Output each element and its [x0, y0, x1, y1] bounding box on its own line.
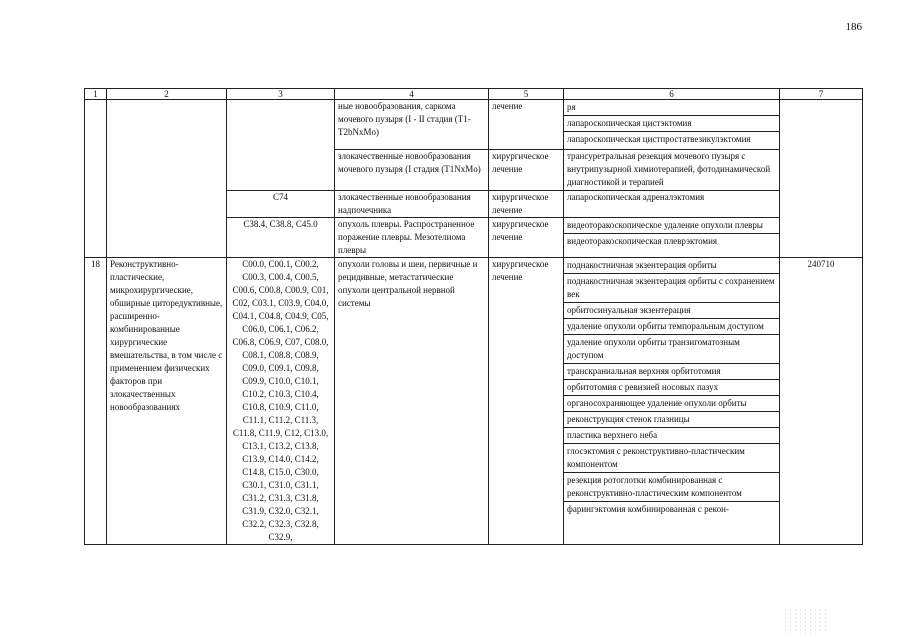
- column-header: 6: [564, 89, 780, 100]
- diagnosis-cell: опухоли головы и шеи, первичные и рецидивные, метастатические опухоли центральной нервной системы: [335, 258, 489, 545]
- treatment-cell: хирургическое лечение: [489, 149, 564, 190]
- methods-cell: [564, 218, 780, 258]
- column-header: 4: [335, 89, 489, 100]
- row-number-cell: [85, 100, 107, 258]
- methods-cell: трансуретральная резекция мочевого пузыря с внутрипузырной химиотерапией, фотодинамической диагностикой и терапией: [564, 149, 780, 190]
- procedures-table: [84, 88, 863, 545]
- method-item: ря: [567, 102, 576, 112]
- treatment-cell: хирургическое лечение: [489, 258, 564, 545]
- codes-cell: C38.4, C38.8, C45.0: [227, 218, 335, 258]
- method-item: видеоторакоскопическое удаление опухоли плевры: [567, 220, 763, 230]
- method-item: транскраниальная верхняя орбитотомия: [564, 363, 779, 379]
- treatment-cell: хирургическое лечение: [489, 218, 564, 258]
- page-number: 186: [845, 21, 862, 33]
- row-name-cell: Реконструктивно-пластические, микрохирургические, обширные циторедуктивные, расширенно-комбинированные хирургические вмешательства, в том числе с применением физических факторов при злокачественных новообразованиях: [107, 258, 227, 545]
- method-item: фарингэктомия комбинированная с рекон-: [564, 501, 779, 517]
- method-item: пластика верхнего неба: [564, 427, 779, 443]
- methods-cell: [564, 100, 780, 150]
- column-header: 7: [780, 89, 863, 100]
- method-item: лапароскопическая цистэктомия: [564, 115, 779, 131]
- column-header: 2: [107, 89, 227, 100]
- column-header-row: [85, 89, 863, 100]
- table-row: [85, 258, 863, 545]
- method-item: реконструкция стенок глазницы: [564, 411, 779, 427]
- column-header: 5: [489, 89, 564, 100]
- treatment-cell: хирургическое лечение: [489, 191, 564, 218]
- methods-cell: лапароскопическая адреналэктомия: [564, 191, 780, 218]
- method-item: орбитотомия с ревизией носовых пазух: [564, 379, 779, 395]
- methods-cell: [564, 258, 780, 545]
- price-cell: [780, 100, 863, 258]
- scan-noise: [783, 608, 829, 634]
- codes-cell: C00.0, C00.1, C00.2, C00.3, C00.4, C00.5, C00.6, C00.8, C00.9, C01, C02, C03.1, C03.9, C04.0, C04.1, C04.8, C04.9, C05, C06.0, C06.1, C06.2, C06.8, C06.9, C07, C08.0, C08.1, C08.8, C08.9, C09.0, C09.1, C09.8, C09.9, C10.0, C10.1, C10.2, C10.3, C10.4, C10.8, C10.9, C11.0, C11.1, C11.2, C11.3, C11.8, C11.9, C12, C13.0, C13.1, C13.2, C13.8, C13.9, C14.0, C14.2, C14.8, C15.0, C30.0, C30.1, C31.0, C31.1, C31.2, C31.3, C31.8, C31.9, C32.0, C32.1, C32.2, C32.3, C32.8, C32.9,: [227, 258, 335, 545]
- method-item: орбитосинуальная экзентерация: [564, 302, 779, 318]
- treatment-cell: лечение: [489, 100, 564, 150]
- method-item: органосохраняющее удаление опухоли орбиты: [564, 395, 779, 411]
- diagnosis-cell: ные новообразования, саркома мочевого пузыря (I - II стадия (T1-T2bNxMo): [335, 100, 489, 150]
- method-item: поднакостничная экзентерация орбиты с сохранением век: [564, 273, 779, 302]
- method-item: поднакостничная экзентерация орбиты: [567, 260, 717, 270]
- method-item: глосэктомия с реконструктивно-пластическим компонентом: [564, 443, 779, 472]
- method-item: видеоторакоскопическая плеврэктомия: [564, 233, 779, 249]
- price-cell: 240710: [780, 258, 863, 545]
- row-number-cell: 18: [85, 258, 107, 545]
- codes-cell: [227, 100, 335, 191]
- method-item: лапароскопическая цистпростатвезикулэктомия: [564, 131, 779, 147]
- diagnosis-cell: злокачественные новообразования надпочечника: [335, 191, 489, 218]
- table-row: [85, 100, 863, 150]
- method-item: удаление опухоли орбиты темпоральным доступом: [564, 318, 779, 334]
- diagnosis-cell: опухоль плевры. Распространенное поражение плевры. Мезотелиома плевры: [335, 218, 489, 258]
- method-item: резекция ротоглотки комбинированная с реконструктивно-пластическим компонентом: [564, 472, 779, 501]
- column-header: 3: [227, 89, 335, 100]
- method-item: удаление опухоли орбиты транзигоматозным доступом: [564, 334, 779, 363]
- diagnosis-cell: злокачественные новообразования мочевого пузыря (I стадия (T1NxMo): [335, 149, 489, 190]
- row-name-cell: [107, 100, 227, 258]
- column-header: 1: [85, 89, 107, 100]
- codes-cell: C74: [227, 191, 335, 218]
